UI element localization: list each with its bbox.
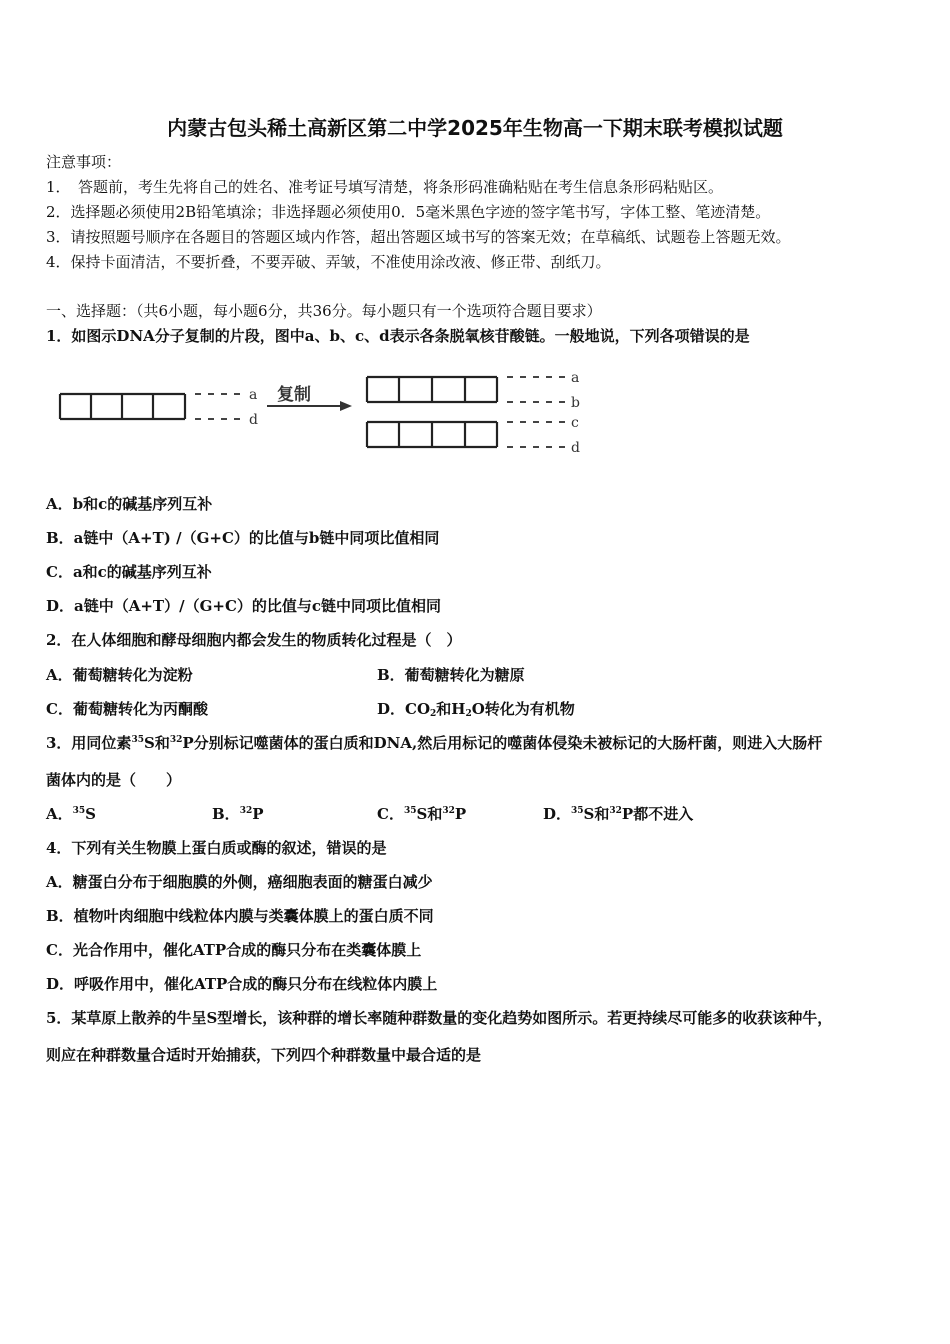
notice-item: 4．保持卡面清洁，不要折叠，不要弄破、弄皱，不准使用涂改液、修正带、刮纸刀。 — [46, 253, 611, 271]
notice-item: 2．选择题必须使用2B铅笔填涂；非选择题必须使用0．5毫米黑色字迹的签字笔书写，字体工整、笔迹清楚。 — [46, 203, 771, 221]
question-4-option-b: B．植物叶肉细胞中线粒体内膜与类囊体膜上的蛋白质不同 — [46, 907, 434, 925]
question-1-stem: 1．如图示DNA分子复制的片段，图中a、b、c、d表示各条脱氧核苷酸链。一般地说，下列各项错误的是 — [46, 327, 750, 345]
right-label-d: d — [571, 440, 580, 456]
left-label-a: a — [249, 387, 258, 403]
right-label-c: c — [571, 415, 579, 431]
question-3-stem: 3．用同位素$^{35}$S和$^{32}$P分别标记噬菌体的蛋白质和DNA,然后用标记的噬菌体侵染未被标记的大肠杆菌，则进入大肠杆 — [46, 734, 823, 752]
right-label-b: b — [571, 395, 580, 411]
page-title: 内蒙古包头稀土高新区第二中学2025年生物高一下期末联考模拟试题 — [167, 116, 783, 140]
question-2-option-d: D．$CO_2$和$H_2O$转化为有机物 — [377, 700, 575, 719]
question-3-option-a: A．$^{35}$S — [46, 805, 97, 823]
question-2-stem: 2．在人体细胞和酵母细胞内都会发生的物质转化过程是（ ） — [46, 631, 462, 649]
question-4-option-a: A．糖蛋白分布于细胞膜的外侧，癌细胞表面的糖蛋白减少 — [46, 873, 433, 891]
question-5-stem: 5．某草原上散养的牛呈S型增长，该种群的增长率随种群数量的变化趋势如图所示。若更持续尽可能多的收获该种牛， — [46, 1009, 833, 1027]
question-3-option-d: D．$^{35}$S和$^{32}$P都不进入 — [543, 805, 694, 823]
right-label-a: a — [571, 370, 580, 386]
question-4-option-d: D．呼吸作用中，催化ATP合成的酶只分布在线粒体内膜上 — [46, 975, 438, 993]
question-4-stem: 4．下列有关生物膜上蛋白质或酶的叙述，错误的是 — [46, 839, 387, 857]
question-3-stem-line2: 菌体内的是（ ） — [46, 771, 182, 789]
arrow-label: 复制 — [277, 385, 311, 405]
question-2-option-c: C．葡萄糖转化为丙酮酸 — [46, 700, 208, 718]
question-4-option-c: C．光合作用中，催化ATP合成的酶只分布在类囊体膜上 — [46, 941, 422, 959]
question-2-option-a: A．葡萄糖转化为淀粉 — [46, 666, 193, 684]
question-1-option-a: A．b和c的碱基序列互补 — [46, 495, 213, 513]
notice-item: 1． 答题前，考生先将自己的姓名、准考证号填写清楚，将条形码准确粘贴在考生信息条形码粘贴区。 — [46, 178, 724, 196]
question-1-option-b: B．a链中（A+T) /（G+C）的比值与b链中同项比值相同 — [46, 529, 440, 547]
notice-item: 3．请按照题号顺序在各题目的答题区域内作答，超出答题区域书写的答案无效；在草稿纸、试题卷上答题无效。 — [46, 228, 791, 246]
question-3-option-b: B．$^{32}$P — [212, 805, 264, 823]
section-heading: 一、选择题：（共6小题，每小题6分，共36分。每小题只有一个选项符合题目要求） — [46, 302, 602, 320]
left-label-d: d — [249, 412, 258, 428]
question-1-option-d: D．a链中（A+T）/（G+C）的比值与c链中同项比值相同 — [46, 597, 442, 615]
question-2-option-b: B．葡萄糖转化为糖原 — [377, 666, 525, 684]
dna-replication-diagram — [55, 362, 595, 462]
question-5-stem-line2: 则应在种群数量合适时开始捕获，下列四个种群数量中最合适的是 — [46, 1046, 482, 1064]
question-3-option-c: C．$^{35}$S和$^{32}$P — [377, 805, 467, 823]
question-1-option-c: C．a和c的碱基序列互补 — [46, 563, 212, 581]
notice-heading: 注意事项： — [46, 153, 122, 171]
